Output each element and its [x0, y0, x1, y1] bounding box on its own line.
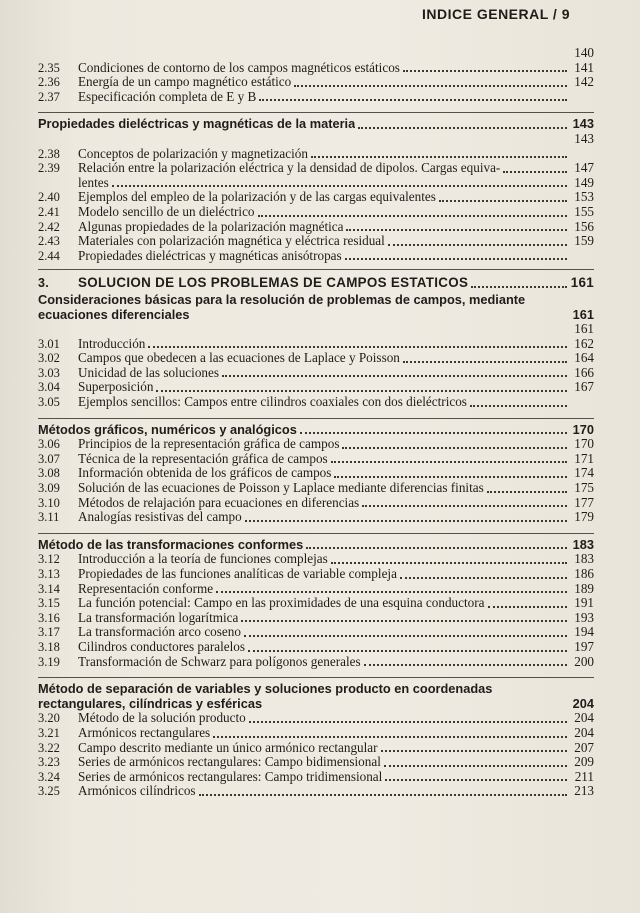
- toc-entry: [38, 132, 594, 147]
- entry-page: 204: [574, 710, 594, 726]
- toc-entry: [38, 90, 594, 105]
- toc-entry: [38, 481, 594, 496]
- entry-title: Principios de la representación gráfica de campos: [78, 437, 340, 452]
- dot-leader: [213, 736, 567, 738]
- entry-page: 159: [574, 233, 594, 249]
- entry-page: 213: [574, 783, 594, 799]
- section-page: 204: [572, 695, 594, 711]
- toc-entry: [38, 640, 594, 655]
- toc-entry: [38, 655, 594, 670]
- dot-leader: [258, 215, 567, 217]
- entry-title: Solución de las ecuaciones de Poisson y Laplace mediante diferencias finitas: [78, 481, 484, 496]
- entry-number: 3.19: [38, 654, 60, 669]
- entry-title: Modelo sencillo de un dieléctrico: [78, 204, 255, 219]
- toc-entry: [38, 61, 594, 76]
- section-title: Métodos gráficos, numéricos y analógicos: [38, 422, 297, 437]
- entry-title: Armónicos rectangulares: [78, 725, 211, 740]
- dot-leader: [331, 461, 567, 463]
- entry-title: Representación conforme: [78, 581, 214, 596]
- entry-number: 2.41: [38, 204, 60, 219]
- entry-page: 207: [574, 739, 594, 755]
- entry-title: Energía de un campo magnético estático: [78, 75, 292, 90]
- entry-page: 156: [574, 218, 594, 234]
- entry-number: 3.22: [38, 740, 60, 755]
- entry-page: 179: [574, 509, 594, 525]
- entry-page: 162: [574, 335, 594, 351]
- entry-page: 170: [574, 436, 594, 452]
- entry-title: Armónicos cilíndricos: [78, 784, 196, 799]
- toc-entry: [38, 466, 594, 481]
- section-page: 183: [572, 536, 594, 552]
- chapter-page: 161: [570, 275, 594, 291]
- entry-page: 155: [574, 203, 594, 219]
- entry-number: 3.04: [38, 380, 60, 395]
- entry-page: 200: [574, 653, 594, 669]
- entry-number: 2.40: [38, 190, 60, 205]
- dot-leader: [403, 361, 567, 363]
- entry-page: 194: [574, 624, 594, 640]
- entry-number: 3.14: [38, 581, 60, 596]
- entry-number: 2.36: [38, 75, 60, 90]
- entry-page: 193: [574, 609, 594, 625]
- dot-leader: [334, 476, 567, 478]
- entry-page: 140: [574, 45, 594, 60]
- toc-entry: [38, 496, 594, 511]
- dot-leader: [199, 794, 567, 796]
- dot-leader: [300, 432, 567, 434]
- section-divider: [38, 112, 594, 113]
- entry-title: Condiciones de contorno de los campos magnéticos estáticos: [78, 60, 400, 75]
- entry-number: 3.23: [38, 755, 60, 770]
- entry-number: 3.13: [38, 567, 60, 581]
- entry-number: 3.05: [38, 395, 60, 410]
- entry-number: 3.03: [38, 365, 60, 380]
- toc-entry: [38, 380, 594, 395]
- entry-page: 209: [574, 754, 594, 770]
- dot-leader: [346, 229, 567, 231]
- toc-entry: [38, 366, 594, 381]
- dot-leader: [362, 505, 567, 507]
- dot-leader: [487, 491, 567, 493]
- toc-section: [38, 104, 594, 263]
- dot-leader: [403, 70, 567, 72]
- entry-number: 2.37: [38, 89, 60, 104]
- entry-page: 141: [574, 59, 594, 75]
- entry-title: Introducción a la teoría de funciones complejas: [78, 552, 328, 567]
- toc-entry: [38, 711, 594, 726]
- entry-title: Método de la solución producto: [78, 711, 246, 726]
- entry-title: Técnica de la representación gráfica de campos: [78, 451, 328, 466]
- toc-entry: [38, 567, 594, 582]
- dot-leader: [381, 750, 567, 752]
- dot-leader: [400, 577, 567, 579]
- entry-title: Ejemplos sencillos: Campos entre cilindros coaxiales con dos dieléctricos: [78, 395, 467, 410]
- toc-entry: [38, 611, 594, 626]
- entry-page: 166: [574, 364, 594, 380]
- section-page: 161: [572, 306, 594, 322]
- dot-leader: [388, 244, 567, 246]
- dot-leader: [439, 200, 567, 202]
- entry-page: 142: [574, 74, 594, 90]
- dot-leader: [345, 258, 567, 260]
- toc-entry: [38, 582, 594, 597]
- entry-page: 153: [574, 189, 594, 205]
- toc-entry: [38, 249, 594, 264]
- dot-leader: [311, 156, 567, 158]
- entry-number: 3.24: [38, 769, 60, 784]
- entry-title: Transformación de Schwarz para polígonos generales: [78, 654, 361, 669]
- dot-leader: [259, 99, 567, 101]
- entry-number: 3.07: [38, 451, 60, 466]
- toc-entry: [38, 452, 594, 467]
- entry-page: 183: [574, 551, 594, 567]
- entry-number: 3.25: [38, 784, 60, 799]
- toc-entry: [38, 190, 594, 205]
- section-divider: [38, 418, 594, 419]
- entry-page: 186: [574, 566, 594, 581]
- entry-number: 3.16: [38, 610, 60, 625]
- entry-title: Campo descrito mediante un único armónico rectangular: [78, 740, 378, 755]
- entry-title: Propiedades de las funciones analíticas de variable compleja: [78, 567, 397, 581]
- toc-entry: [38, 741, 594, 756]
- dot-leader: [241, 620, 567, 622]
- section-heading: [38, 538, 594, 553]
- section-heading: [38, 423, 594, 438]
- entry-number: 2.38: [38, 146, 60, 161]
- entry-number: 3.11: [38, 510, 60, 525]
- dot-leader: [112, 185, 567, 187]
- toc-entry: [38, 770, 594, 785]
- entry-page: 211: [574, 768, 594, 784]
- entry-page: 143: [574, 130, 594, 146]
- entry-number: 3.18: [38, 639, 60, 654]
- entry-number: 3.20: [38, 711, 60, 726]
- toc-entry: [38, 552, 594, 567]
- entry-title: La función potencial: Campo en las proximidades de una esquina conductora: [78, 596, 485, 611]
- entry-page: 189: [574, 580, 594, 596]
- entry-title: La transformación logarítmica: [78, 610, 239, 625]
- entry-number: 3.17: [38, 625, 60, 640]
- toc-entry: [38, 161, 594, 176]
- entry-page: 164: [574, 350, 594, 366]
- toc-entry: [38, 234, 594, 249]
- section-divider: [38, 269, 594, 270]
- toc-entry: [38, 510, 594, 525]
- entry-page: 149: [574, 174, 594, 190]
- section-title: Método de las transformaciones conformes: [38, 537, 304, 552]
- section-divider: [38, 533, 594, 534]
- entry-title: Materiales con polarización magnética y eléctrica residual: [78, 234, 385, 249]
- entry-number: 3.10: [38, 495, 60, 510]
- toc-entry: [38, 437, 594, 452]
- dot-leader: [156, 390, 567, 392]
- entry-number: 3.09: [38, 481, 60, 496]
- table-of-contents: [38, 44, 594, 799]
- entry-page: 177: [574, 494, 594, 510]
- entry-page: 147: [574, 160, 594, 176]
- toc-entry: [38, 176, 594, 191]
- toc-entry: [38, 755, 594, 770]
- entry-title: Ejemplos del empleo de la polarización y de las cargas equivalentes: [78, 190, 436, 205]
- dot-leader: [248, 650, 567, 652]
- entry-title: Campos que obedecen a las ecuaciones de Laplace y Poisson: [78, 351, 400, 366]
- dot-leader: [222, 375, 567, 377]
- chapter-number: 3.: [38, 276, 50, 291]
- entry-number: 3.02: [38, 351, 60, 366]
- dot-leader: [358, 127, 567, 129]
- dot-leader: [294, 85, 567, 87]
- entry-page: 167: [574, 379, 594, 395]
- entry-title: Relación entre la polarización eléctrica y la densidad de dipolos. Cargas equiva-: [78, 161, 501, 176]
- entry-page: 197: [574, 638, 594, 654]
- entry-title: Especificación completa de E y B: [78, 89, 257, 104]
- entry-title: Información obtenida de los gráficos de campos: [78, 466, 332, 481]
- entry-number: 2.39: [38, 161, 60, 176]
- chapter-heading: [38, 276, 594, 291]
- entry-title: Series de armónicos rectangulares: Campo bidimensional: [78, 755, 381, 770]
- entry-page: 161: [574, 321, 594, 337]
- entry-title: Analogías resistivas del campo: [78, 510, 242, 525]
- entry-number: 3.15: [38, 596, 60, 611]
- entry-number: 3.08: [38, 466, 60, 481]
- entry-number: 2.44: [38, 248, 60, 263]
- entry-title: Propiedades dieléctricas y magnéticas anisótropas: [78, 248, 342, 263]
- section-heading: [38, 117, 594, 132]
- dot-leader: [342, 447, 567, 449]
- toc-entry: [38, 322, 594, 337]
- toc-entry: [38, 625, 594, 640]
- toc-entry: [38, 220, 594, 235]
- toc-entry: [38, 147, 594, 162]
- toc-entry: [38, 46, 594, 61]
- toc-entry: [38, 596, 594, 611]
- toc-section: [38, 44, 594, 104]
- entry-number: 3.01: [38, 336, 60, 351]
- toc-entry: [38, 337, 594, 352]
- section-divider: [38, 677, 594, 678]
- chapter-title: SOLUCION DE LOS PROBLEMAS DE CAMPOS ESTATICOS: [78, 276, 469, 291]
- entry-title: Métodos de relajación para ecuaciones en diferencias: [78, 495, 360, 510]
- dot-leader: [503, 171, 567, 173]
- section-heading: [38, 293, 594, 322]
- section-title: Consideraciones básicas para la resolución de problemas de campos, mediante ecuaciones diferenciales: [38, 292, 526, 322]
- entry-number: 2.35: [38, 60, 60, 75]
- entry-page: 175: [574, 480, 594, 496]
- toc-section: [38, 669, 594, 799]
- section-heading: [38, 682, 594, 711]
- dot-leader: [216, 591, 567, 593]
- entry-number: 2.42: [38, 219, 60, 234]
- entry-page: 171: [574, 450, 594, 466]
- running-head: INDICE GENERAL / 9: [422, 6, 570, 22]
- entry-title: Superposición: [78, 380, 154, 395]
- entry-number: 3.12: [38, 552, 60, 567]
- toc-entry: [38, 784, 594, 799]
- entry-title: Conceptos de polarización y magnetización: [78, 146, 308, 161]
- toc-section: [38, 410, 594, 525]
- section-title: Método de separación de variables y soluciones producto en coordenadas rectangulares, cilíndricas y esféricas: [38, 682, 493, 711]
- entry-number: 2.43: [38, 234, 60, 249]
- entry-title: La transformación arco coseno: [78, 625, 241, 640]
- entry-page: 174: [574, 465, 594, 481]
- toc-entry: [38, 726, 594, 741]
- section-page: 143: [572, 116, 594, 132]
- toc-section: [38, 525, 594, 669]
- entry-page: 191: [574, 595, 594, 611]
- dot-leader: [385, 779, 567, 781]
- toc-section: [38, 291, 594, 410]
- entry-title: Algunas propiedades de la polarización magnética: [78, 219, 344, 234]
- entry-title: Introducción: [78, 336, 146, 351]
- entry-title: Unicidad de las soluciones: [78, 365, 219, 380]
- dot-leader: [488, 606, 568, 608]
- entry-page: 204: [574, 724, 594, 740]
- toc-entry: [38, 395, 594, 410]
- toc-entry: [38, 75, 594, 90]
- dot-leader: [249, 721, 567, 723]
- entry-title: Series de armónicos rectangulares: Campo tridimensional: [78, 769, 383, 784]
- dot-leader: [384, 765, 567, 767]
- dot-leader: [244, 635, 567, 637]
- section-title: Propiedades dieléctricas y magnéticas de la materia: [38, 117, 356, 132]
- entry-title: Cilindros conductores paralelos: [78, 639, 246, 654]
- entry-number: 3.06: [38, 437, 60, 452]
- toc-entry: [38, 205, 594, 220]
- dot-leader: [364, 664, 567, 666]
- dot-leader: [306, 547, 567, 549]
- dot-leader: [471, 286, 567, 288]
- toc-entry: [38, 351, 594, 366]
- dot-leader: [245, 520, 567, 522]
- dot-leader: [331, 562, 567, 564]
- dot-leader: [148, 346, 567, 348]
- dot-leader: [470, 405, 567, 407]
- entry-title: lentes: [78, 175, 109, 190]
- entry-number: 3.21: [38, 725, 60, 740]
- section-page: 170: [572, 421, 594, 437]
